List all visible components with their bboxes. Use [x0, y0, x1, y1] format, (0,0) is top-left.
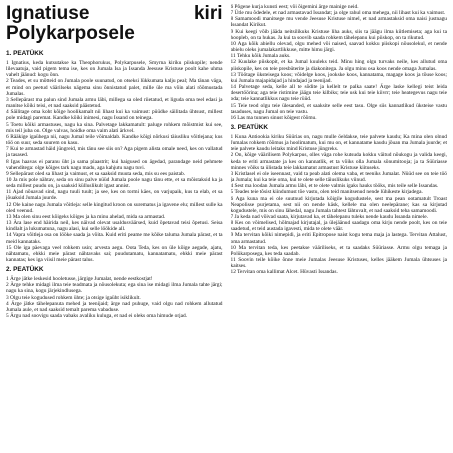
verse: 13 Ma olen sinu eest kõigeks kõiges ja ka minu ahelad, mida sa armastad. — [6, 213, 166, 220]
verse: 6 Rääkige igaühega nii, nagu Jumal teile võimaldab. Kandke kõigi nõrkusi täiusliku võitlejana; kus töö on suur, seda suurem on kasu. — [6, 133, 223, 147]
verse: 7 Ütle mu õdedele, et nad armastavad Issandat; ja olge rahul oma mehega, nii lihast kui ka vaimust. — [230, 10, 446, 17]
verse: 11 Ajad nõuavad sind, nagu tuuli tuult; ja see, kes on tormi käes, on varjupaik, kus ta elab, et sa jõuaksid Jumala juurde. — [6, 189, 223, 202]
verse: 9 Kui keegi võib jääda neitsilikuks Kristuse liha auks, siis ta jäägu ilma kiitlemiseta; aga kui ta hoopleb, on ta hukas. Ja kui ta soovib saada rohkem tähelepanu kui piiskop, on ta rikutud. — [230, 28, 447, 41]
verse: 5 Teades teie tõsist kiindumust tõe vastu, olen teid manitsenud nende lühikeste kirjadega. — [230, 189, 423, 196]
title-word-1: Ignatiuse — [6, 4, 90, 24]
verse: 15 Ole iga päevaga veel rohkem usin; arvesta aegu. Oota Teda, kes on üle kõige aegade, ajatu, nähtamatu, ehkki meie pärast nähtavaks sai; puudutamatu, kannatamatu, ehkki meie pärast kannatas; kes iga viisil meie pärast talus. — [6, 244, 223, 263]
title-word-3: Polykarposele — [6, 23, 135, 44]
verse: 10 Ja mis pole nähtav, seda on sinu palve nüüd Jumala poole nagu tänu ette, et sa mõistaksid ka ja seda millest puudu on, ja saaksid külluslikult igast annist. — [6, 176, 223, 190]
verse: 3 Kristlasel ei ole iseennast, vaid ta peab alati olema vaba, et teeniks Jumalat. Nüüd see on teie töö ja Jumala; kui ka teie oma, kui te olete selle täiuslikuks viinud. — [230, 170, 447, 184]
verse: 1 Ignatius, keda kutsutakse ka Theophorukus, Polykarpusele, Smyrna kiriku piiskopile; nende lilevaatuja, vaid pigem tema ise, kes on Jumala Isa ja Issanda Jeesuse Kristuse poolt kahe uhma vahelt jäänud: kogu õnn. — [6, 60, 223, 79]
verse: 12 Kuulake piiskopit, et ka Jumal kuuleks teid. Minu hing olgu turvaks neile, kes allutud oma piiskopile, kes on teie presbüterite ja diakonitega. Ja olgu minu osa koos nende omaga Jumalas. — [230, 59, 447, 72]
verse: 10 Aga kõik abiellu olevad, olgu mehed või naised, saavad kokku piiskopi nõusolekul, et nende abielu oleks jumalakartlikkuse, mitte himu järgi. — [230, 40, 447, 54]
text-column-right — [231, 4, 448, 453]
verse: 8 Kes on võimelised, hõlmajad kirjutajal, ja ülejäänud saadagu oma kirju nende poolt, kes on teie saadetud, et teid austada igavesti, mida te olete väär. — [230, 220, 447, 233]
verse: 2 Ärge tehke midagi ilma teie teadmata ja nõusolekuta; ega sina ise midagi ilma Jumala tahte järgi; nagu ka sina, kogu järjekindlusega. — [6, 282, 223, 295]
verse: 4 Sest ma loodan Jumala armu läbi, et te olete valmis igaks hauks tööks, mis teile selle Issandas. — [230, 183, 439, 190]
verse: 4 Ärge jätke tähelepanuta mehed ja teenijaid; ärge nad puhuge, vaid olgu nad rohkem allutatud Jumala aule, et nad saaksid temalt parema vabaduse. — [6, 300, 223, 313]
verse: 15 Teie teod olgu teie ülesanded, et saaksite selle eest tasu. Olge siis kannatlikud üksteise vastu tasaduses, nagu Jumal on teie vastu. — [230, 102, 447, 115]
verse: 4 Säilitage oma koht kõige hoolikamalt nii lihast kui ka vaimust: püüdke säilitada ühtsust, millest pole midagi paremat. Kandke kõiki inimesi, nagu Issand on teinega. — [6, 109, 223, 122]
verse: 6 Aga kuna ma ei ole suutnud kirjutada kõigile kogudustele, sest ma pean ootamatult Troast Neapolisse purjetama, sest nii on nende käsk, kellele ma olen neelepärane; kas sa kirjutad kogudustele, mis on sinu lähedal, nagu Jumala tahtest lähtuvalt, et nad saaksid teha samamoodi. — [230, 195, 447, 214]
document-title — [6, 4, 223, 44]
verse: 10 Ma tervitan teda, kes peetakse vääriliseks, et ta saadaks Süüriasse. Armu olgu temaga ja Polükarposega, kes teda saadab. — [230, 244, 447, 257]
verse: 7 Kui te armastad häid jüngreid, mis tänu see siis on? Aga pigem alista omale need, kes on vallatud ja tasased. — [6, 146, 223, 159]
title-word-2: kiri — [193, 4, 223, 24]
verse: 9 Sellepärast oled sa lihast ja vaimust, et sa saaksid muuta seda, mis su ees paistab. — [6, 170, 186, 177]
verse: 3 Olgu teie kogudused rohkem ühte; ja otsige igaüht isiklikult. — [6, 294, 141, 301]
verse: 2 Teades, et su mõtteid on Jumala poole suunatud, on otseksi lükkumata kalju peal; Ma tänan väga, et mind on peetud väärilseks nägema sinu õnnistatud palet, mille üle ma võin alati rõõmustada Jumalas. — [6, 78, 223, 97]
chapter-heading: 2. PEATÜKK — [6, 266, 44, 274]
verse: 12 Tervitan oma kallimat Alcet. Hüvasti Issandas. — [230, 269, 338, 276]
verse: 8 Igas haavas ei paranu üht ja sama plaastrit; kui haigused on ägedad, parandage neid pehmete vahenditega: olge kõiges tark nagu madu, aga kahjutu nagu tuvi. — [6, 158, 223, 171]
verse: 13 Töötage üksteisega koos; võidelge koos, jookske koos, kannatama, magage koos ja tõuse koos; kui Jumala majapidajad ja hindajad ja teenijad. — [230, 71, 447, 84]
verse: 12 Ole kaine nagu Jumala võitleja: selle kingitud kroon on surematus ja igavene elu; millest sulle ka oled veenud. — [6, 201, 223, 214]
verse: 9 Ma tervitan kõiki nimepidi, ja eriti Epitropose naist kogu tema maja ja lastega. Tervitan Attalust, oma armastatud. — [230, 232, 447, 245]
verse: 8 Samamoodi manitsege mu vende Jeesuse Kristuse nimel, et nad armastaksid oma naisi justnagu Issandat Kirikut. — [230, 16, 447, 29]
verse: 11 Tehku kõik Jumala auks. — [230, 53, 291, 60]
verse: 5 Ärgu nad soovigu saada vabaks avaliku kuluga, et nad ei oleks oma himude orjad. — [6, 313, 188, 320]
verse: 1 Kuna Antiookia kiriku Süürias on, nagu mulle öeldakse, teie palvete kaudu; Ka mina olen olnud Jumalas rohkem rõõmus ja hoolimatum, kui mu on, et kannatame kaudu jõuan ma Jumala juurde; et teie palvete kaudu leitaks mind Kristuse jüngreks. — [230, 133, 447, 153]
text-column-left — [6, 4, 223, 453]
verse: 13 Ära lase end häirida neil, kes näivad olevat usaldusväärsed, kuid õpetavad teisi õpetusi. Seisa kindlalt ja lukumatuna, nagu alasi, kui selle löökide all. — [6, 220, 223, 233]
verse: 7 Ja keda nad võivad saata, kirjutavad ka, et tähelepanu tuleks nende kaudu Issanda nimele. — [230, 214, 428, 220]
verse: 5 Toetu kõiki armastuses, nagu ka sina. Palvetage lakkamatult: paluge rohkem mõistmist kui see, mis teil juba on. Olge valvas, hoidke oma vaim alati ärkvel. — [6, 121, 223, 134]
verse: 14 Vapra võitleja osa on lööke saada ja võita. Kuid eriti peame me kõike taluma Jumala pärast, et ta meid kannataks. — [6, 232, 223, 245]
verse: 2 On, kõige väärilisem Polykarpus, olles väga rohe kutsuda kokku väitud nõukogu ja valida keegi, keda te eriti armastate ja kes on kannatlik, et ta võiks olla Jumala sõnumitooja; ja ta Süüriasse minnes võiks ta ülistada teie lakkamatut armastust Kristuse kiituseks. — [230, 152, 447, 171]
verse: 6 Põgene kurja kunsti eest; või õigemini ärge mainige neid. — [230, 4, 359, 10]
chapter-heading: 1. PEATÜKK — [6, 50, 44, 57]
verse: 11 Soovin teile kõike õnne meie Jumalas Jeesuse Kristuses, kelles jääkem Jumala ühtsuses ja kaitses. — [230, 257, 447, 270]
chapter-heading: 3. PEATÜKK — [230, 123, 269, 131]
verse: 3 Sellepärast ma palun sind Jumala armu läbi, millega sa oled riietatud, et liguda oma teel edasi ja manitse kõiki teisi, et nad saaksid päästetud. — [6, 96, 223, 110]
verse: 1 Ärge jätke leskesid hooletusse, järgige Jumalat, nende eestkostjat! — [6, 276, 153, 283]
verse: 16 Las ma tunnen sinust kõigest rõõmu. — [230, 114, 317, 121]
verse: 14 Palvetage seda, kelle all te sõdite ja kellelt te palka saate! Ärge laske kellegi teist leida desertöörina; aga teie ristimine jäägu teie kilbiks; teie usk kui teie kiivrr; teie heategevus nagu teie oda; teie kannatlikkus nagu teie rüüd. — [230, 84, 447, 103]
